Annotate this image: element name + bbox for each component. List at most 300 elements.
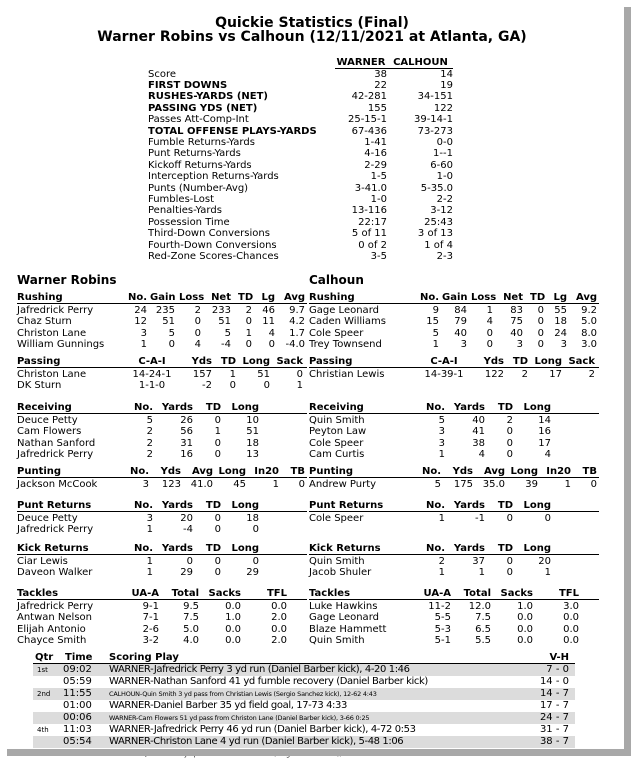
rushing-col-header: No. xyxy=(419,292,439,303)
tackles-value: 7.5 xyxy=(183,612,199,623)
scoring-play: CALHOUN-Quin Smith 3 yd pass from Christian Lewis (Sergio Sanchez kick), 12-62 4:43 xyxy=(109,690,377,698)
scoring-row xyxy=(33,700,575,712)
receiving-value: 5 xyxy=(438,414,445,426)
rushing-value: 0 xyxy=(537,316,544,327)
rushing-value: 83 xyxy=(510,304,523,316)
rushing-value: 9.2 xyxy=(581,304,597,316)
tackles-value: 0.0 xyxy=(517,623,533,635)
rushing-value: 4 xyxy=(486,316,493,327)
passing-value: -2 xyxy=(202,380,212,391)
calhoun-punt_returns-header xyxy=(309,500,599,512)
rushing-value: 5.0 xyxy=(581,316,597,327)
tackles-value: 5.5 xyxy=(475,635,491,646)
rushing-row xyxy=(309,305,599,317)
tackles-value: 0.0 xyxy=(271,623,287,635)
rushing-col-header: Lg xyxy=(553,292,567,303)
punt_returns-value: -4 xyxy=(183,524,193,535)
page-subtitle: Warner Robins vs Calhoun (12/11/2021 at Atlanta, GA) xyxy=(97,29,527,45)
passing-col-header: TD xyxy=(220,356,236,367)
tackles-col-header: Sacks xyxy=(208,588,241,599)
passing-col-header: Sack xyxy=(568,356,595,367)
scoring-score: 14 - 7 xyxy=(539,688,569,699)
team-stat-calhoun: 6-60 xyxy=(430,159,453,171)
player-name: Cole Speer xyxy=(309,327,364,339)
team-stat-calhoun: 5-35.0 xyxy=(420,182,453,194)
kick_returns-value: 1 xyxy=(438,567,445,578)
punt_returns-value: -1 xyxy=(475,512,485,524)
team-stat-warner: 0 of 2 xyxy=(358,239,387,251)
scoring-row xyxy=(33,724,575,736)
receiving-value: 51 xyxy=(246,426,259,437)
receiving-value: 0 xyxy=(214,449,221,460)
rushing-value: 4.2 xyxy=(289,316,305,327)
punt_returns-value: 1 xyxy=(438,512,445,524)
tackles-value: 2-6 xyxy=(142,623,159,635)
player-name: Jafredrick Perry xyxy=(17,524,94,535)
punting-col-header: Long xyxy=(510,466,538,477)
receiving-value: 3 xyxy=(438,426,445,437)
team-stats-header-calhoun: CALHOUN xyxy=(393,57,448,68)
rushing-value: 9.7 xyxy=(289,304,305,316)
rushing-value: 3 xyxy=(516,339,523,350)
tackles-value: 5-3 xyxy=(434,623,451,635)
player-name: Ciar Lewis xyxy=(17,555,68,567)
tackles-value: 7.5 xyxy=(475,612,491,623)
tackles-value: 12.0 xyxy=(468,600,491,612)
tackles-value: 0.0 xyxy=(271,600,287,612)
player-name: Andrew Purty xyxy=(309,478,377,490)
player-name: Christon Lane xyxy=(17,327,87,339)
scoring-time: 05:59 xyxy=(63,676,92,687)
team-stat-warner: 3-41.0 xyxy=(354,182,387,194)
player-name: Elijah Antonio xyxy=(17,623,86,635)
team-stat-warner: 1-5 xyxy=(370,171,387,183)
tackles-value: 0.0 xyxy=(563,623,579,635)
punt_returns-title: Punt Returns xyxy=(17,500,92,511)
tackles-row xyxy=(309,612,599,624)
player-name: Cole Speer xyxy=(309,437,364,449)
team-stat-calhoun: 1 of 4 xyxy=(424,239,453,251)
team-stat-calhoun: 14 xyxy=(440,68,453,80)
kick_returns-row xyxy=(17,556,307,568)
team-stat-warner: 13-116 xyxy=(351,205,387,217)
receiving-col-header: Long xyxy=(231,402,259,413)
kick_returns-col-header: Long xyxy=(523,543,551,554)
player-name: Cam Curtis xyxy=(309,449,365,460)
player-name: Quin Smith xyxy=(309,414,365,426)
calhoun-rushing-header xyxy=(309,292,599,304)
punt_returns-value: 0 xyxy=(214,524,221,535)
receiving-value: 0 xyxy=(506,449,513,460)
receiving-col-header: TD xyxy=(497,402,513,413)
punt_returns-col-header: Long xyxy=(231,500,259,511)
receiving-value: 13 xyxy=(246,449,259,460)
rushing-value: 0 xyxy=(486,327,493,339)
team-stat-label: Passes Att-Comp-Int xyxy=(148,114,249,126)
receiving-value: 40 xyxy=(472,414,485,426)
team-stat-calhoun: 2-2 xyxy=(436,193,453,205)
rushing-value: 1 xyxy=(245,327,252,339)
kick_returns-value: 0 xyxy=(506,555,513,567)
player-name: Chaz Sturn xyxy=(17,316,72,327)
passing-value: 122 xyxy=(484,368,504,380)
scoring-score: 31 - 7 xyxy=(539,724,569,735)
kick_returns-col-header: No. xyxy=(133,543,153,554)
player-name: Gage Leonard xyxy=(309,304,379,316)
tackles-row xyxy=(17,624,307,636)
punt_returns-title: Punt Returns xyxy=(309,500,384,511)
receiving-col-header: TD xyxy=(205,402,221,413)
kick_returns-row xyxy=(309,556,599,568)
tackles-value: 1.0 xyxy=(225,612,241,623)
punt_returns-col-header: Yards xyxy=(161,500,193,511)
rushing-value: 11 xyxy=(262,316,275,327)
passing-value: 157 xyxy=(192,368,212,380)
rushing-value: 40 xyxy=(454,327,467,339)
rushing-value: 75 xyxy=(510,316,523,327)
rushing-col-header: Avg xyxy=(283,292,305,303)
tackles-value: 5-5 xyxy=(434,612,451,623)
scoring-play: WARNER-Jafredrick Perry 3 yd run (Daniel Barber kick), 4-20 1:46 xyxy=(109,664,410,675)
page-shadow-bottom xyxy=(7,749,631,756)
player-name: Jacob Shuler xyxy=(309,567,372,578)
tackles-value: 7-1 xyxy=(142,612,159,623)
kick_returns-value: 1 xyxy=(478,567,485,578)
rushing-row xyxy=(17,305,307,317)
warner-kick_returns-header xyxy=(17,543,307,555)
calhoun-receiving-table xyxy=(309,402,599,461)
rushing-value: 5 xyxy=(168,327,175,339)
receiving-row xyxy=(17,449,307,461)
team-stat-warner: 5 of 11 xyxy=(351,228,387,240)
punting-col-header: TB xyxy=(582,466,597,477)
rushing-value: 51 xyxy=(162,316,175,327)
passing-col-header: Long xyxy=(242,356,270,367)
team-stat-label: Fumbles-Lost xyxy=(148,193,215,205)
tackles-value: 0.0 xyxy=(225,623,241,635)
rushing-value: 0 xyxy=(268,339,275,350)
kick_returns-value: 0 xyxy=(506,567,513,578)
kick_returns-row xyxy=(309,567,599,579)
player-name: Jafredrick Perry xyxy=(17,600,94,612)
team-stat-label: Punts (Number-Avg) xyxy=(148,182,249,194)
rushing-row xyxy=(309,339,599,351)
team-stat-warner: 1-41 xyxy=(364,136,387,148)
kick_returns-value: 1 xyxy=(544,567,551,578)
team-stat-calhoun: 1--1 xyxy=(433,148,453,160)
team-stat-warner: 22:17 xyxy=(358,216,387,228)
passing-value: 0 xyxy=(296,368,303,380)
receiving-col-header: No. xyxy=(425,402,445,413)
punt_returns-value: 0 xyxy=(214,512,221,524)
scoring-qtr: 4th xyxy=(37,726,49,734)
player-name: Chayce Smith xyxy=(17,635,87,646)
punt_returns-value: 3 xyxy=(146,512,153,524)
rushing-col-header: Net xyxy=(503,292,523,303)
receiving-value: 2 xyxy=(146,426,153,437)
player-name: Jafredrick Perry xyxy=(17,304,94,316)
rushing-value: 79 xyxy=(454,316,467,327)
receiving-row xyxy=(17,426,307,438)
team-stat-calhoun: 2-3 xyxy=(436,250,453,262)
page-title: Quickie Statistics (Final) xyxy=(215,15,409,31)
punt_returns-value: 0 xyxy=(506,512,513,524)
rushing-value: 55 xyxy=(554,304,567,316)
rushing-value: -4.0 xyxy=(285,339,305,350)
receiving-value: 10 xyxy=(246,414,259,426)
rushing-col-header: Loss xyxy=(471,292,497,303)
team-stat-calhoun: 73-273 xyxy=(417,125,453,137)
rushing-value: 1 xyxy=(486,304,493,316)
team-stat-warner: 42-281 xyxy=(351,91,387,103)
rushing-col-header: Net xyxy=(211,292,231,303)
passing-value: 2 xyxy=(521,368,528,380)
team-stat-calhoun: 122 xyxy=(433,102,453,114)
tackles-value: 2.0 xyxy=(271,612,287,623)
scoring-play: WARNER-Christon Lane 4 yd run (Daniel Barber kick), 5-48 1:06 xyxy=(109,736,404,747)
receiving-value: 38 xyxy=(472,437,485,449)
rushing-value: 18 xyxy=(554,316,567,327)
rushing-value: 24 xyxy=(134,304,147,316)
punt_returns-row xyxy=(17,513,307,525)
team-stat-label: Red-Zone Scores-Chances xyxy=(148,250,279,262)
team-stat-warner: 2-29 xyxy=(364,159,387,171)
player-name: William Gunnings xyxy=(17,339,105,350)
team-stat-label: Punt Returns-Yards xyxy=(148,148,241,160)
rushing-col-header: Gain xyxy=(150,292,176,303)
team-stat-calhoun: 39-14-1 xyxy=(413,114,453,126)
team-stat-label: FIRST DOWNS xyxy=(148,79,228,91)
rushing-value: 0 xyxy=(537,304,544,316)
scoring-header-play: Scoring Play xyxy=(109,652,179,663)
rushing-value: 3 xyxy=(560,339,567,350)
punt_returns-value: 0 xyxy=(544,512,551,524)
rushing-value: 233 xyxy=(211,304,231,316)
rushing-row xyxy=(309,328,599,340)
calhoun-punting-header xyxy=(309,466,599,478)
kick_returns-value: 29 xyxy=(180,567,193,578)
scoring-score: 14 - 0 xyxy=(539,676,569,687)
receiving-row xyxy=(17,415,307,427)
rushing-value: 0 xyxy=(194,327,201,339)
receiving-value: 4 xyxy=(544,449,551,460)
receiving-value: 41 xyxy=(472,426,485,437)
scoring-score: 17 - 7 xyxy=(539,700,569,711)
passing-col-header: C-A-I xyxy=(430,356,458,367)
warner-punting-table xyxy=(17,466,307,490)
scoring-row xyxy=(33,664,575,676)
punting-row xyxy=(309,479,599,491)
punting-value: 175 xyxy=(453,478,473,490)
scoring-score: 7 - 0 xyxy=(546,664,569,675)
rushing-value: 40 xyxy=(510,327,523,339)
rushing-value: 4 xyxy=(194,339,201,350)
passing-title: Passing xyxy=(309,356,353,367)
punting-col-header: Yds xyxy=(452,466,473,477)
kick_returns-col-header: Yards xyxy=(453,543,485,554)
punting-title: Punting xyxy=(309,466,354,477)
player-name: Deuce Petty xyxy=(17,512,78,524)
receiving-value: 16 xyxy=(538,426,551,437)
punting-value: 0 xyxy=(298,478,305,490)
passing-value: 0 xyxy=(263,380,270,391)
receiving-value: 3 xyxy=(438,437,445,449)
punting-col-header: Avg xyxy=(191,466,213,477)
team-name-warner: Warner Robins xyxy=(17,273,117,287)
rushing-col-header: Avg xyxy=(575,292,597,303)
tackles-value: 0.0 xyxy=(563,612,579,623)
player-name: Quin Smith xyxy=(309,555,365,567)
scoring-play: WARNER-Jafredrick Perry 46 yd run (Daniel Barber kick), 4-72 0:53 xyxy=(109,724,416,735)
punt_returns-value: 20 xyxy=(180,512,193,524)
team-stat-calhoun: 1-0 xyxy=(436,171,453,183)
team-stat-warner: 4-16 xyxy=(364,148,387,160)
receiving-value: 2 xyxy=(146,437,153,449)
team-stat-calhoun: 3-12 xyxy=(430,205,453,217)
kick_returns-value: 0 xyxy=(214,555,221,567)
tackles-value: 11-2 xyxy=(428,600,451,612)
calhoun-passing-header xyxy=(309,356,599,368)
receiving-value: 18 xyxy=(246,437,259,449)
rushing-value: 235 xyxy=(155,304,175,316)
kick_returns-value: 2 xyxy=(438,555,445,567)
warner-kick_returns-table xyxy=(17,543,307,579)
scoring-time: 11:55 xyxy=(63,688,92,699)
rushing-col-header: TD xyxy=(238,292,254,303)
calhoun-punt_returns-table xyxy=(309,500,599,524)
tackles-col-header: Sacks xyxy=(500,588,533,599)
passing-title: Passing xyxy=(17,356,61,367)
tackles-title: Tackles xyxy=(17,588,59,599)
scoring-time: 11:03 xyxy=(63,724,92,735)
kick_returns-value: 1 xyxy=(146,567,153,578)
scoring-qtr: 2nd xyxy=(37,690,51,698)
rushing-row xyxy=(309,316,599,328)
receiving-value: 56 xyxy=(180,426,193,437)
player-name: Cam Flowers xyxy=(17,426,82,437)
rushing-value: 0 xyxy=(486,339,493,350)
kick_returns-value: 37 xyxy=(472,555,485,567)
punting-value: 123 xyxy=(161,478,181,490)
tackles-value: 0.0 xyxy=(225,635,241,646)
rushing-value: 3 xyxy=(140,327,147,339)
scoring-play: WARNER-Nathan Sanford 41 yd fumble recovery (Daniel Barber kick) xyxy=(109,676,428,687)
scoring-qtr: 1st xyxy=(37,666,48,674)
scoring-header xyxy=(33,652,575,664)
tackles-value: 6.5 xyxy=(475,623,491,635)
scoring-row xyxy=(33,736,575,748)
player-name: Caden Williams xyxy=(309,316,386,327)
receiving-value: 16 xyxy=(180,449,193,460)
rushing-value: 3 xyxy=(460,339,467,350)
calhoun-rushing-table xyxy=(309,292,599,351)
team-stat-warner: 3-5 xyxy=(370,250,387,262)
punting-col-header: Long xyxy=(218,466,246,477)
tackles-value: 9-1 xyxy=(142,600,159,612)
warner-receiving-header xyxy=(17,402,307,414)
rushing-col-header: Loss xyxy=(179,292,205,303)
player-name: Deuce Petty xyxy=(17,414,78,426)
tackles-row xyxy=(309,624,599,636)
scoring-row xyxy=(33,676,575,688)
passing-col-header: Yds xyxy=(483,356,504,367)
scoring-play: WARNER-Cam Flowers 51 yd pass from Christon Lane (Daniel Barber kick), 3-66 0:25 xyxy=(109,714,370,722)
receiving-value: 2 xyxy=(506,414,513,426)
rushing-value: 15 xyxy=(426,316,439,327)
tackles-value: 3.0 xyxy=(563,600,579,612)
kick_returns-value: 1 xyxy=(146,555,153,567)
team-stat-label: Possession Time xyxy=(148,216,230,228)
tackles-row xyxy=(309,635,599,647)
passing-value: 14-24-1 xyxy=(132,368,172,380)
calhoun-passing-table xyxy=(309,356,599,380)
punt_returns-value: 18 xyxy=(246,512,259,524)
receiving-value: 1 xyxy=(438,449,445,460)
player-name: Peyton Law xyxy=(309,426,367,437)
team-stat-warner: 22 xyxy=(374,79,387,91)
punting-row xyxy=(17,479,307,491)
passing-col-header: C-A-I xyxy=(138,356,166,367)
tackles-col-header: TFL xyxy=(558,588,579,599)
punt_returns-col-header: No. xyxy=(425,500,445,511)
punting-col-header: No. xyxy=(421,466,441,477)
tackles-value: 9.5 xyxy=(183,600,199,612)
receiving-value: 2 xyxy=(146,449,153,460)
calhoun-tackles-header xyxy=(309,588,599,600)
warner-tackles-header xyxy=(17,588,307,600)
kick_returns-row xyxy=(17,567,307,579)
warner-punt_returns-header xyxy=(17,500,307,512)
scoring-time: 09:02 xyxy=(63,664,92,675)
passing-value: 1 xyxy=(229,368,236,380)
rushing-col-header: No. xyxy=(127,292,147,303)
warner-punt_returns-table xyxy=(17,500,307,536)
tackles-value: 2.0 xyxy=(271,635,287,646)
warner-tackles-table xyxy=(17,588,307,647)
warner-punting-header xyxy=(17,466,307,478)
receiving-col-header: No. xyxy=(133,402,153,413)
rushing-value: 0 xyxy=(537,339,544,350)
punting-value: 3 xyxy=(142,478,149,490)
passing-col-header: TD xyxy=(512,356,528,367)
receiving-value: 31 xyxy=(180,437,193,449)
punting-col-header: No. xyxy=(129,466,149,477)
scoring-score: 38 - 7 xyxy=(539,736,569,747)
warner-rushing-table xyxy=(17,292,307,351)
punting-value: 5 xyxy=(434,478,441,490)
calhoun-punting-table xyxy=(309,466,599,490)
punting-value: 41.0 xyxy=(190,478,213,490)
receiving-value: 0 xyxy=(214,414,221,426)
punting-value: 45 xyxy=(233,478,246,490)
team-stat-label: Fourth-Down Conversions xyxy=(148,239,277,251)
punt_returns-col-header: Yards xyxy=(453,500,485,511)
punting-col-header: Yds xyxy=(160,466,181,477)
player-name: Jackson McCook xyxy=(17,478,98,490)
scoring-time: 05:54 xyxy=(63,736,92,747)
scoring-row xyxy=(33,712,575,724)
kick_returns-col-header: Long xyxy=(231,543,259,554)
team-stat-label: PASSING YDS (NET) xyxy=(148,102,258,114)
punting-col-header: In20 xyxy=(546,466,571,477)
rushing-value: 2 xyxy=(194,304,201,316)
passing-col-header: Yds xyxy=(191,356,212,367)
punting-value: 1 xyxy=(564,478,571,490)
scoring-row xyxy=(33,688,575,700)
receiving-title: Receiving xyxy=(17,402,72,413)
team-stat-warner: 67-436 xyxy=(351,125,387,137)
kick_returns-col-header: TD xyxy=(205,543,221,554)
